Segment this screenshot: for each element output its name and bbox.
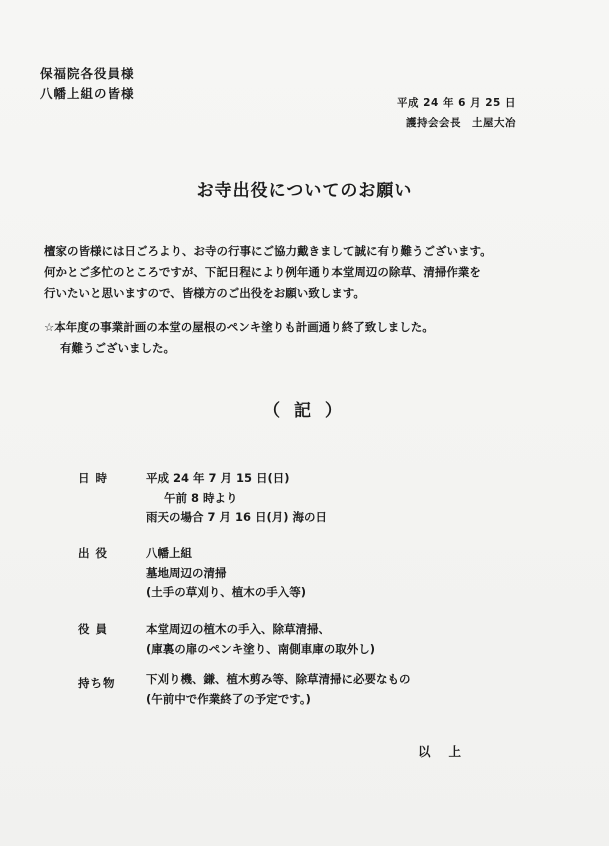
items-value [146, 674, 411, 713]
datetime-value [146, 473, 327, 532]
body-line-1: 檀家の皆様には日ごろより、お寺の行事にご協力戴きまして誠に有り難うございます。 [44, 244, 492, 258]
items-label: 持ち物 [78, 676, 116, 690]
items-line-1: 下刈り機、鎌、植木剪み等、除草清掃に必要なもの [146, 672, 411, 686]
datetime-label: 日時 [78, 471, 113, 485]
items-line-2: (午前中で作業終了の予定です。) [146, 691, 311, 706]
duty-line-3: (土手の草刈り、植木の手入等) [146, 585, 307, 599]
body-paragraph [44, 246, 492, 309]
closing-mark: 以上 [418, 744, 480, 759]
document-sender: 護持会会長 土屋大冶 [406, 117, 516, 129]
body-line-3: 行いたいと思いますので、皆様方のご出役をお願い致します。 [44, 286, 365, 300]
duty-label: 出役 [78, 546, 113, 560]
duty-line-1: 八幡上組 [146, 546, 192, 560]
document-date: 平成 24 年 6 月 25 日 [397, 97, 516, 109]
note-line-2: 有難うございました。 [60, 341, 175, 355]
officers-value [146, 624, 375, 663]
recipient-line-2: 八幡上組の皆様 [40, 86, 135, 101]
duty-value [146, 548, 306, 607]
officers-label: 役員 [78, 622, 113, 636]
body-line-2: 何かとご多忙のところですが、下記日程により例年通り本堂周辺の除草、清掃作業を [44, 265, 481, 279]
datetime-line-1: 平成 24 年 7 月 15 日(日) [146, 471, 290, 485]
document-title: お寺出役についてのお願い [196, 181, 413, 201]
datetime-line-3: 雨天の場合 7 月 16 日(月) 海の日 [146, 510, 328, 524]
recipients [40, 68, 135, 108]
recipient-line-1: 保福院各役員様 [40, 66, 135, 81]
note-paragraph [44, 322, 434, 364]
officers-line-2: (庫裏の扉のペンキ塗り、南側車庫の取外し) [146, 641, 376, 656]
ki-heading: （ 記 ） [263, 401, 346, 421]
officers-line-1: 本堂周辺の植木の手入、除草清掃、 [146, 622, 330, 636]
datetime-line-2: 午前 8 時より [164, 490, 238, 505]
note-line-1: ☆本年度の事業計画の本堂の屋根のペンキ塗りも計画通り終了致しました。 [44, 320, 434, 334]
duty-line-2: 墓地周辺の清掃 [146, 565, 227, 580]
